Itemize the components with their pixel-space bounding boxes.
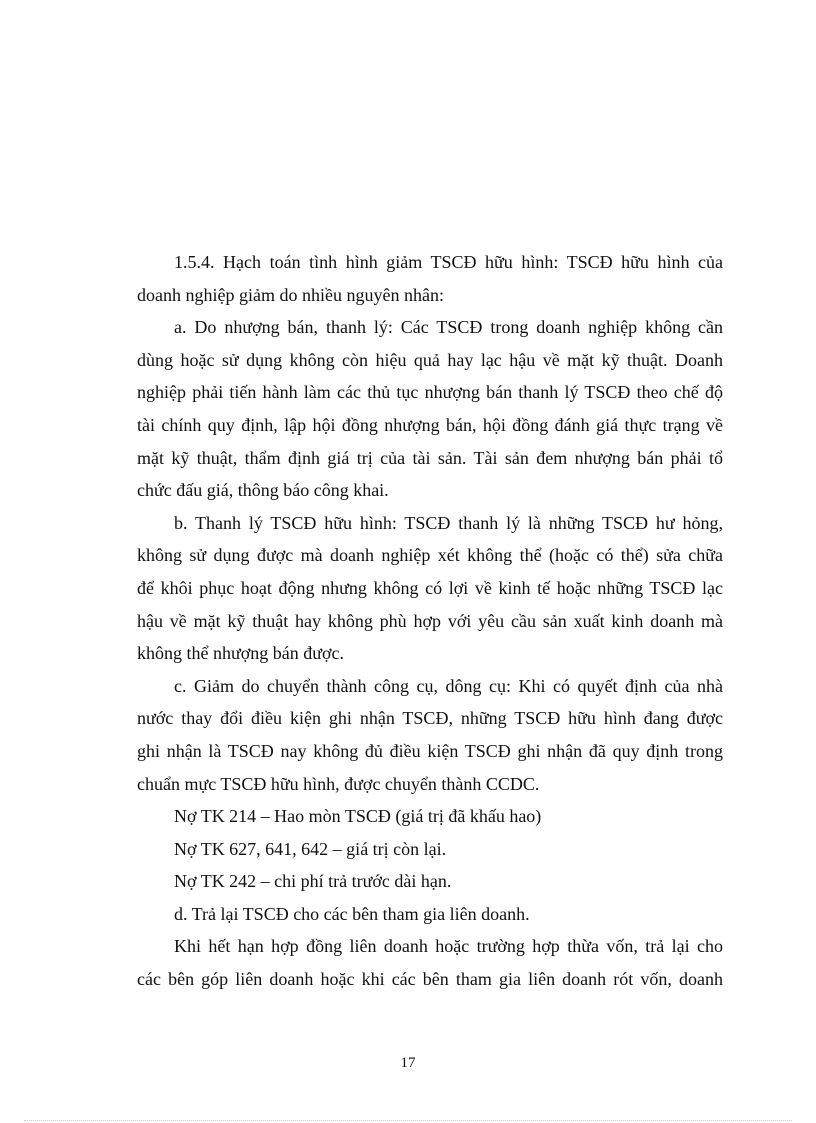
text-line: các bên góp liên doanh hoặc khi các bên tham gia liên doanh rót vốn, doanh — [137, 969, 723, 990]
paragraph — [137, 865, 723, 898]
paragraph — [137, 670, 723, 800]
text-line: Nợ TK 627, 641, 642 – giá trị còn lại. — [174, 838, 447, 859]
paragraph — [137, 833, 723, 866]
page-number: 17 — [400, 1055, 416, 1071]
text-line: hậu về mặt kỹ thuật hay không phù hợp với yêu cầu sản xuất kinh doanh mà — [137, 610, 723, 631]
paragraph — [137, 507, 723, 670]
text-line: không sử dụng được mà doanh nghiệp xét không thể (hoặc có thể) sửa chữa — [137, 545, 723, 566]
paragraph — [137, 898, 723, 931]
text-line: tài chính quy định, lập hội đồng nhượng bán, hội đồng đánh giá thực trạng về — [137, 414, 723, 435]
paragraph — [137, 800, 723, 833]
text-line: dùng hoặc sử dụng không còn hiệu quả hay lạc hậu về mặt kỹ thuật. Doanh — [137, 349, 723, 370]
paragraph — [137, 930, 723, 995]
text-line: d. Trả lại TSCĐ cho các bên tham gia liên doanh. — [174, 903, 530, 924]
text-line: không thể nhượng bán được. — [137, 643, 345, 664]
body-text — [137, 246, 723, 996]
page-bottom-rule — [24, 1120, 792, 1121]
text-line: ghi nhận là TSCĐ nay không đủ điều kiện TSCĐ ghi nhận đã quy định trong — [137, 740, 723, 761]
text-line: Khi hết hạn hợp đồng liên doanh hoặc trường hợp thừa vốn, trả lại cho — [174, 936, 723, 957]
text-line: 1.5.4. Hạch toán tình hình giảm TSCĐ hữu hình: TSCĐ hữu hình của — [174, 252, 723, 272]
text-line: Nợ TK 242 – chi phí trả trước dài hạn. — [174, 871, 452, 892]
text-line: mặt kỹ thuật, thẩm định giá trị của tài sản. Tài sản đem nhượng bán phải tổ — [137, 447, 723, 468]
paragraph — [137, 311, 723, 507]
text-line: nghiệp phải tiến hành làm các thủ tục nhượng bán thanh lý TSCĐ theo chế độ — [137, 382, 723, 403]
text-line: nước thay đổi điều kiện ghi nhận TSCĐ, những TSCĐ hữu hình đang được — [137, 708, 723, 729]
text-line: b. Thanh lý TSCĐ hữu hình: TSCĐ thanh lý là những TSCĐ hư hỏng, — [174, 512, 723, 533]
text-line: a. Do nhượng bán, thanh lý: Các TSCĐ trong doanh nghiệp không cần — [174, 317, 723, 338]
paragraph — [137, 246, 723, 311]
text-line: c. Giảm do chuyển thành công cụ, dông cụ: Khi có quyết định của nhà — [174, 675, 723, 696]
text-line: Nợ TK 214 – Hao mòn TSCĐ (giá trị đã khấu hao) — [174, 806, 542, 827]
text-line: chuẩn mực TSCĐ hữu hình, được chuyển thành CCDC. — [137, 773, 540, 794]
text-line: để khôi phục hoạt động nhưng không có lợi về kinh tế hoặc những TSCĐ lạc — [137, 577, 723, 598]
text-line: chức đấu giá, thông báo công khai. — [137, 480, 389, 501]
text-line: doanh nghiệp giảm do nhiều nguyên nhân: — [137, 284, 444, 305]
